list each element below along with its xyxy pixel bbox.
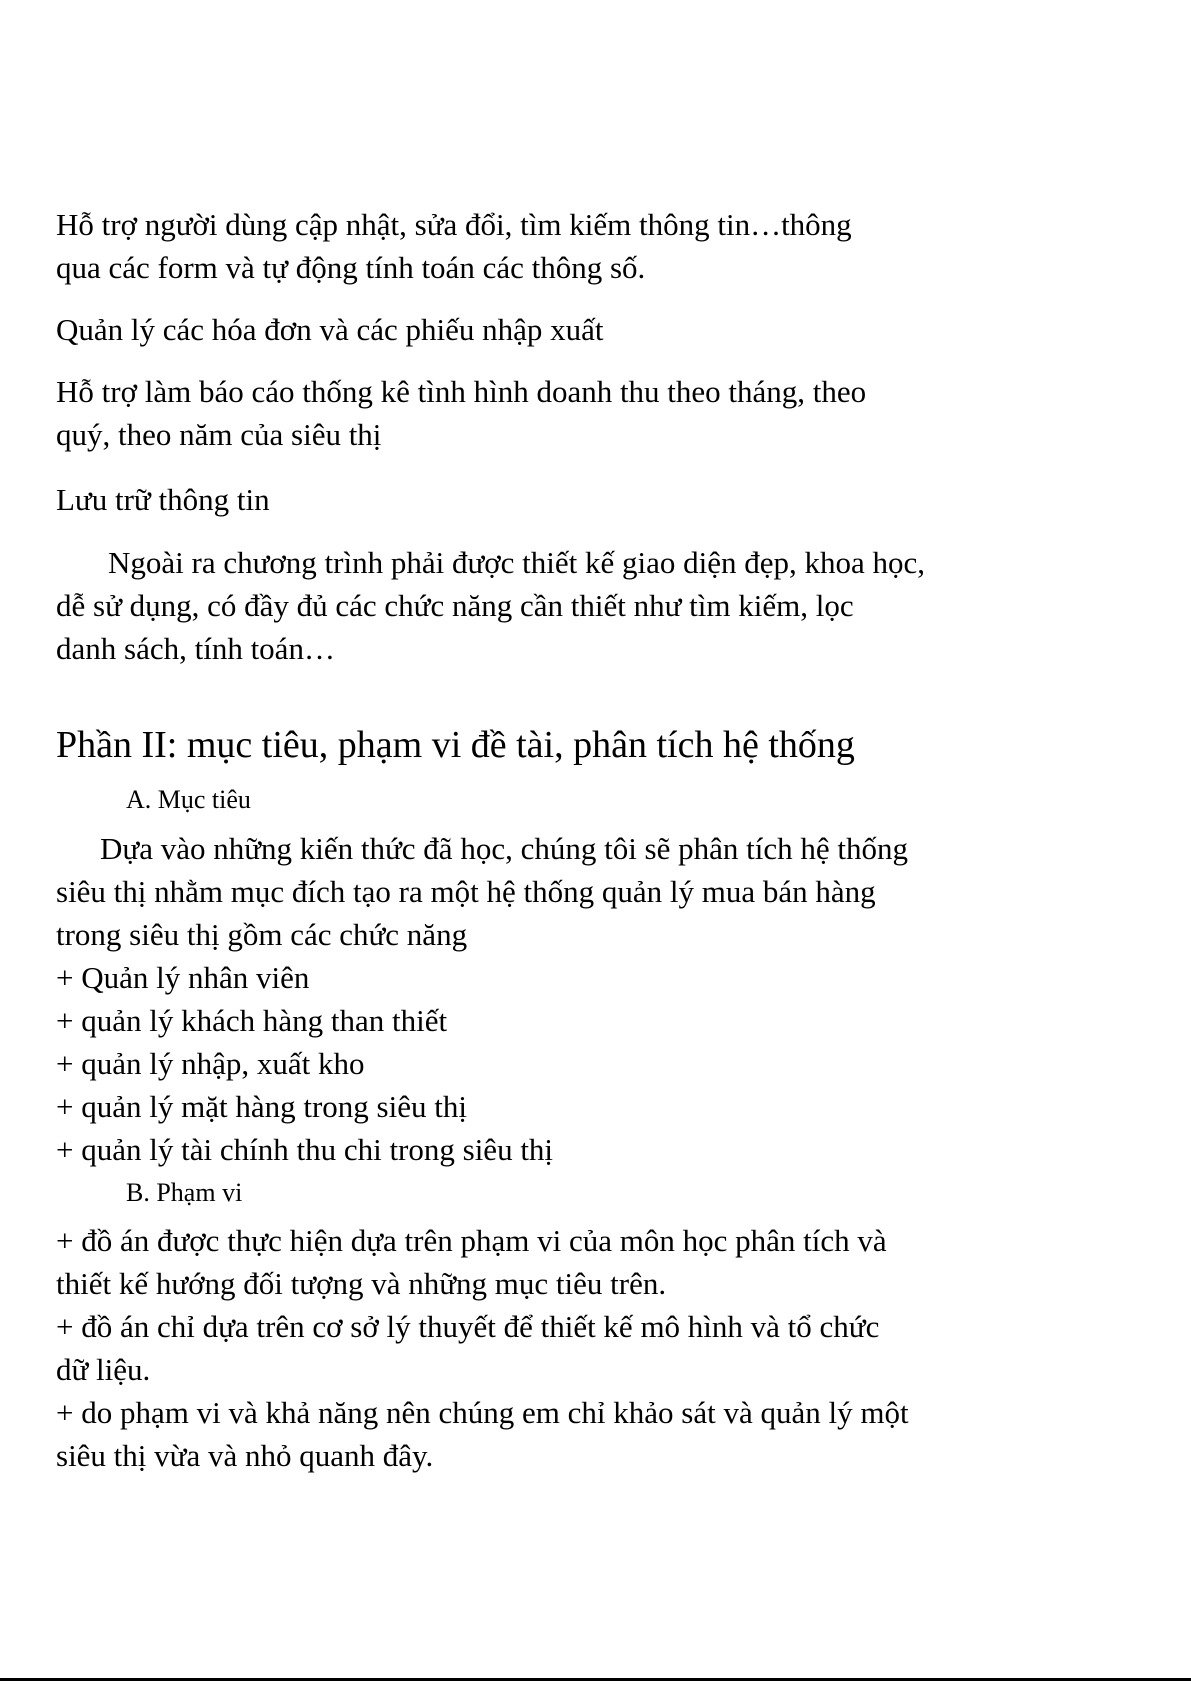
text-line: siêu thị nhằm mục đích tạo ra một hệ thống quản lý mua bán hàng	[56, 874, 876, 909]
list-item: + quản lý khách hàng than thiết	[56, 1003, 448, 1038]
intro-paragraph-1	[56, 203, 852, 289]
intro-paragraph-2: Quản lý các hóa đơn và các phiếu nhập xuất	[56, 312, 604, 347]
text-line: dữ liệu.	[56, 1352, 151, 1387]
page-bottom-rule	[0, 1678, 1191, 1681]
objectives-paragraph	[56, 827, 908, 956]
text-line: + đồ án được thực hiện dựa trên phạm vi của môn học phân tích và	[56, 1223, 887, 1258]
text-line: trong siêu thị gồm các chức năng	[56, 917, 468, 952]
list-item: + quản lý tài chính thu chi trong siêu thị	[56, 1132, 554, 1167]
intro-paragraph-3	[56, 370, 866, 456]
subheading-scope: B. Phạm vi	[126, 1178, 243, 1207]
scope-paragraph	[56, 1219, 909, 1477]
section-heading: Phần II: mục tiêu, phạm vi đề tài, phân tích hệ thống	[56, 724, 855, 766]
text-line: dễ sử dụng, có đầy đủ các chức năng cần thiết như tìm kiếm, lọc	[56, 588, 854, 623]
intro-paragraph-5	[56, 541, 925, 670]
text-line: siêu thị vừa và nhỏ quanh đây.	[56, 1438, 434, 1473]
text-line: Dựa vào những kiến thức đã học, chúng tôi sẽ phân tích hệ thống	[100, 831, 908, 866]
text-line: Hỗ trợ làm báo cáo thống kê tình hình doanh thu theo tháng, theo	[56, 374, 867, 409]
text-line: danh sách, tính toán…	[56, 631, 335, 666]
intro-paragraph-4: Lưu trữ thông tin	[56, 482, 270, 517]
text-line: + do phạm vi và khả năng nên chúng em chỉ khảo sát và quản lý một	[56, 1395, 909, 1430]
list-item: + Quản lý nhân viên	[56, 960, 310, 995]
text-line: + đồ án chỉ dựa trên cơ sở lý thuyết để thiết kế mô hình và tổ chức	[56, 1309, 880, 1344]
text-line: thiết kế hướng đối tượng và những mục tiêu trên.	[56, 1266, 667, 1301]
text-line: Hỗ trợ người dùng cập nhật, sửa đổi, tìm kiếm thông tin…thông	[56, 207, 852, 242]
text-line: qua các form và tự động tính toán các thông số.	[56, 250, 646, 285]
text-line: Ngoài ra chương trình phải được thiết kế giao diện đẹp, khoa học,	[108, 545, 926, 580]
list-item: + quản lý nhập, xuất kho	[56, 1046, 365, 1081]
list-item: + quản lý mặt hàng trong siêu thị	[56, 1089, 467, 1124]
text-line: quý, theo năm của siêu thị	[56, 417, 382, 452]
subheading-objectives: A. Mục tiêu	[126, 785, 251, 814]
objectives-list	[56, 956, 553, 1171]
